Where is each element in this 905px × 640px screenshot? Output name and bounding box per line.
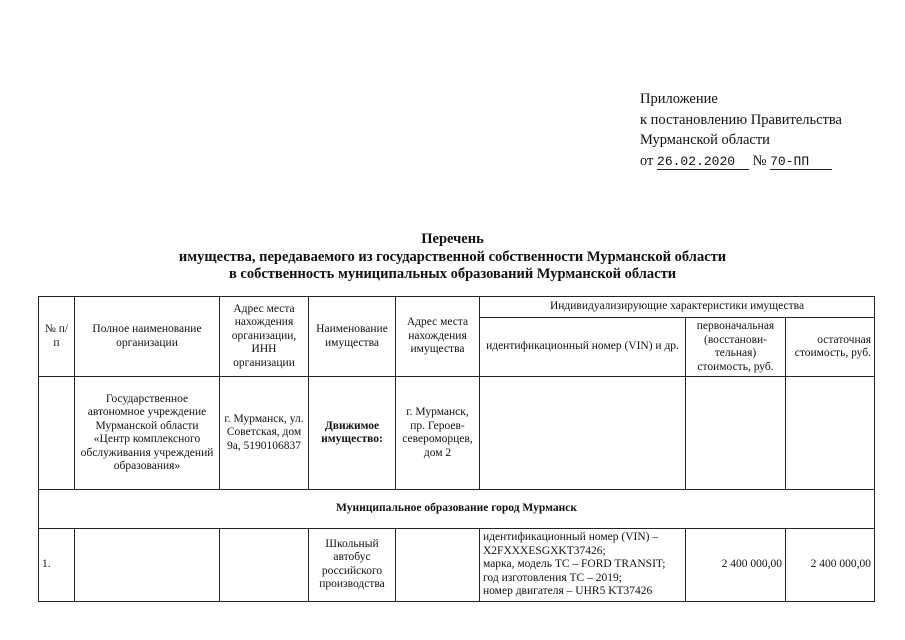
document-title: [0, 231, 905, 284]
appendix-region: Мурманской области: [640, 132, 770, 148]
org-initial-cost-cell: [686, 377, 786, 490]
item-org: [75, 529, 220, 602]
item-model-line: марка, модель ТС – FORD TRANSIT;: [483, 558, 666, 570]
appendix-block: [640, 89, 842, 171]
table-row-municipality: [39, 490, 875, 529]
header-org-address: Адрес места нахождения организации, ИНН организации: [220, 297, 309, 377]
org-residual-cost-cell: [786, 377, 875, 490]
item-vin-line: идентификационный номер (VIN) – X2FXXXESGXKT37426;: [483, 531, 659, 557]
org-num-cell: [39, 377, 75, 490]
header-vin: идентификационный номер (VIN) и др.: [480, 318, 686, 377]
org-address-cell: г. Мурманск, ул. Советская, дом 9а, 5190106837: [220, 377, 309, 490]
municipality-heading: Муниципальное образование город Мурманск: [39, 490, 875, 529]
org-vin-cell: [480, 377, 686, 490]
property-address-cell: г. Мурманск, пр. Героев-североморцев, дом 2: [396, 377, 480, 490]
header-num: № п/п: [39, 297, 75, 377]
item-residual-cost: 2 400 000,00: [786, 529, 875, 602]
item-org-address: [220, 529, 309, 602]
header-characteristics: Индивидуализирующие характеристики имущества: [480, 297, 875, 318]
date-prefix: от: [640, 152, 654, 169]
header-org: Полное наименование организации: [75, 297, 220, 377]
table-header-row-1: [39, 297, 875, 318]
appendix-label: Приложение: [640, 91, 718, 107]
decree-number: 70-ПП: [770, 154, 832, 170]
header-property-address: Адрес места нахождения имущества: [396, 297, 480, 377]
appendix-decree: к постановлению Правительства: [640, 111, 842, 128]
header-property-name: Наименование имущества: [309, 297, 396, 377]
header-initial-cost: первоначальная (восстанови-тельная) стоимость, руб.: [686, 318, 786, 377]
item-property-address: [396, 529, 480, 602]
table-row: [39, 529, 875, 602]
property-table: [38, 296, 875, 602]
header-residual-cost: остаточная стоимость, руб.: [786, 318, 875, 377]
item-property-name: Школьный автобус российского производства: [309, 529, 396, 602]
table-row-organization: [39, 377, 875, 490]
item-num: 1.: [39, 529, 75, 602]
title-line-3: в собственность муниципальных образований Мурманской области: [228, 266, 677, 282]
title-line-2: имущества, передаваемого из государственной собственности Мурманской области: [178, 248, 727, 265]
item-year-line: год изготовления ТС – 2019;: [483, 571, 622, 584]
item-vin-cell: [480, 529, 686, 602]
item-engine-line: номер двигателя – UHR5 KT37426: [483, 585, 653, 597]
org-name-cell: Государственное автономное учреждение Мурманской области «Центр комплексного обслуживания учреждений образования»: [75, 377, 220, 490]
title-line-1: Перечень: [421, 231, 484, 247]
decree-date: 26.02.2020: [657, 154, 749, 170]
property-type-cell: Движимое имущество:: [309, 377, 396, 490]
item-initial-cost: 2 400 000,00: [686, 529, 786, 602]
number-sign: №: [752, 152, 767, 169]
appendix-date-line: [640, 151, 842, 172]
